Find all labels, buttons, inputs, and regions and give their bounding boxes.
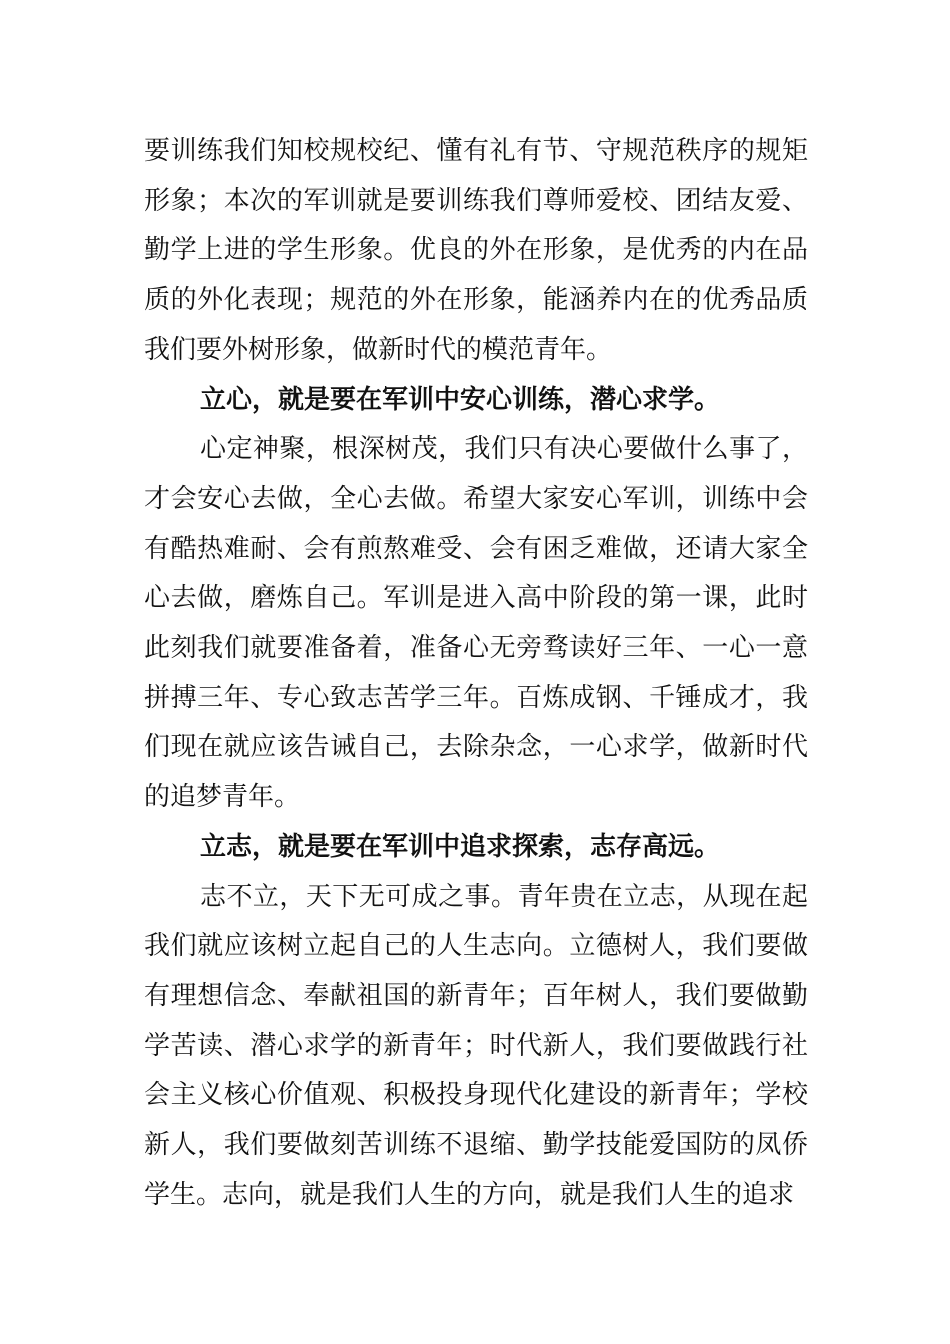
- paragraph-lizhi: 志不立，天下无可成之事。青年贵在立志，从现在起我们就应该树立起自己的人生志向。立德树人，我们要做有理想信念、奉献祖国的新青年；百年树人，我们要做勤学苦读、潜心求学的新青年；时代新人，我们要做践行社会主义核心价值观、积极投身现代化建设的新青年；学校新人，我们要做刻苦训练不退缩、勤学技能爱国防的凤侨学生。志向，就是我们人生的方向，就是我们人生的追求: [144, 881, 808, 1210]
- paragraph-continuation: 要训练我们知校规校纪、懂有礼有节、守规范秩序的规矩形象；本次的军训就是要训练我们尊师爱校、团结友爱、勤学上进的学生形象。优良的外在形象，是优秀的内在品质的外化表现；规范的外在形象，能涵养内在的优秀品质我们要外树形象，做新时代的模范青年。: [144, 136, 808, 365]
- document-body: [144, 127, 808, 1220]
- section-heading-lizhi: 立志，就是要在军训中追求探索，志存高远。: [200, 831, 721, 862]
- paragraph-lixin: 心定神聚，根深树茂，我们只有决心要做什么事了，才会安心去做，全心去做。希望大家安心军训，训练中会有酷热难耐、会有煎熬难受、会有困乏难做，还请大家全心去做，磨炼自己。军训是进入高中阶段的第一课，此时此刻我们就要准备着，准备心无旁骛读好三年、一心一意拼搏三年、专心致志苦学三年。百炼成钢、千锤成才，我们现在就应该告诫自己，去除杂念，一心求学，做新时代的追梦青年。: [144, 434, 808, 813]
- section-heading-lixin: 立心，就是要在军训中安心训练，潜心求学。: [200, 384, 721, 415]
